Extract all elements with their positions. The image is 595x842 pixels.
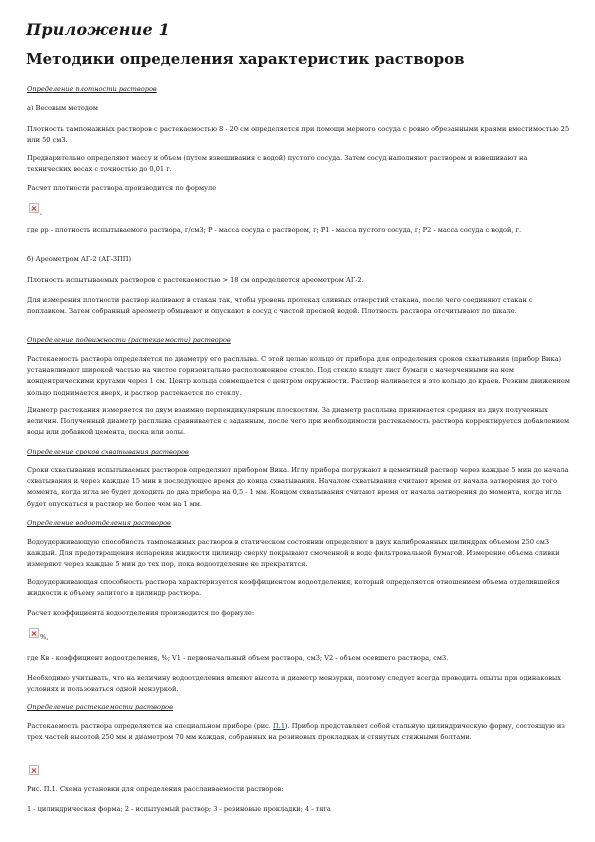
paragraph-text: ). Прибор представляет собой стальную цилиндрическую форму, состоящую из трех частей высотой 250 мм и диаметром 70 мм каждая, собранных на резиновых прокладках и стянутых стяжными болтами. (27, 722, 565, 742)
paragraph (27, 721, 572, 743)
paragraph: Расчет коэффициента водоотделения производится по формуле: (27, 609, 255, 617)
paragraph: Плотность тампонажных растворов с растекаемостью 8 - 20 см определяется при помощи мерного сосуда с ровно обрезанными краями вместимостью 25 или 50 см3. (27, 125, 570, 145)
formula-image-icon (29, 203, 39, 213)
section-heading-spread: Определение растекаемости растворов (27, 703, 173, 711)
appendix-title: Приложение 1 (26, 20, 170, 39)
formula-comma: , (40, 208, 43, 216)
paragraph: Предварительно определяют массу и объем (путем взвешивания с водой) пустого сосуда. Затем сосуд наполняют раствором и взвешивают на технических весах с точностью до 0,01 г. (27, 154, 528, 174)
formula-suffix: %, (40, 633, 49, 641)
figure-image-icon (29, 765, 39, 775)
paragraph: где ρр - плотность испытываемого раствора, г/см3; Р - масса сосуда с раствором, г; Р1 - масса пустого сосуда, г; Р2 - масса сосуда с водой, г. (27, 226, 522, 234)
paragraph: Сроки схватывания испытываемых растворов определяют прибором Вика. Иглу прибора погружают в цементный раствор через каждые 5 мин до начала схватывания и через каждые 15 мин в последующее время до конца схватывания. Началом схватывания считают время от начала затворения до того момента, когда игла не будет доходить до дна прибора на 0,5 - 1 мм. Концом схватывания считают время от начала затворения до момента, когда игла будет опускаться в раствор не более чем на 1 мм. (27, 466, 569, 508)
paragraph: Водоудерживающую способность тампонажных растворов в статическом состоянии определяют в двух калиброванных цилиндрах объемом 250 см3 каждый. Для предотвращения испарения жидкости цилиндр сверху покрывают смоченной в воде фильтровальной бумагой. Измерение объема сливки измеряют через каждые 5 мин до тех пор, пока водоотделение не прекратится. (27, 538, 560, 569)
figure-link[interactable]: П.1 (273, 722, 286, 730)
formula-image-icon (29, 628, 39, 638)
section-heading-mobility: Определение подвижности (растекаемости) растворов (27, 336, 231, 344)
paragraph-text: Растекаемость раствора определяется на специальном приборе (рис. (27, 722, 273, 730)
subheading-weight-method: а) Весовым методом (27, 104, 99, 112)
paragraph: Расчет плотности раствора производится по формуле (27, 184, 217, 192)
section-heading-water: Определение водоотделения растворов (27, 519, 171, 527)
figure-legend: 1 - цилиндрическая форма; 2 - испытуемый раствор; 3 - резиновые прокладки; 4 - тяга (27, 805, 331, 813)
paragraph: Необходимо учитывать, что на величину водоотделения влияют высота и диаметр мензурки, поэтому следует всегда проводить опыты при одинаковых условиях и пользоваться одной мензуркой. (27, 674, 562, 694)
paragraph: где Кв - коэффициент водоотделения, %; V1 - первоначальный объем раствора, см3; V2 - объем осевшего раствора, см3. (27, 654, 449, 662)
page-title: Методики определения характеристик растворов (26, 50, 465, 68)
paragraph: Водоудерживающая способность раствора характеризуется коэффициентом водоотделения, который определяется отношением объема отделившейся жидкости к объему залитого в цилиндр раствора. (27, 578, 560, 598)
section-heading-density: Определение плотности растворов (27, 85, 157, 93)
subheading-areometer: б) Ареометром АГ-2 (АГ-3ПП) (27, 255, 132, 263)
paragraph: Растекаемость раствора определяется по диаметру его расплыва. С этой целью кольцо от прибора для определения сроков схватывания (прибор Вика) устанавливают широкой частью на чистое горизонтально расположенное стекло. Под стекло кладут лист бумаги с начерченными на нем концентрическими кругами через 1 см. Центр кольца совмещается с центром окружности. Раствор наливается в это кольцо до краев. Резким движением кольцо поднимается вверх, и раствор растекается по стеклу. (27, 355, 571, 397)
paragraph: Плотность испытываемых растворов с растекаемостью > 18 см определяется ареометром АГ-2. (27, 276, 364, 284)
figure-caption: Рис. П.1. Схема установки для определения расслаиваемости растворов: (27, 785, 284, 793)
section-heading-setting: Определение сроков схватывания растворов (27, 448, 189, 456)
paragraph: Для измерения плотности раствор наливают в стакан так, чтобы уровень протекал сливных отверстий стакана, после чего соединяют стакан с поплавком. Затем собранный ареометр обмывают и опускают в сосуд с чистой пресной водой. Плотность раствора отсчитывают по шкале. (27, 296, 533, 316)
paragraph: Диаметр растекания измеряется по двум взаимно перпендикулярным плоскостям. За диаметр расплыва принимается средняя из двух полученных величин. Полученный диаметр расплыва сравнивается с заданным, после чего при необходимости растекаемость раствора корректируется добавлением воды или добавкой цемента, песка или золы. (27, 406, 570, 437)
